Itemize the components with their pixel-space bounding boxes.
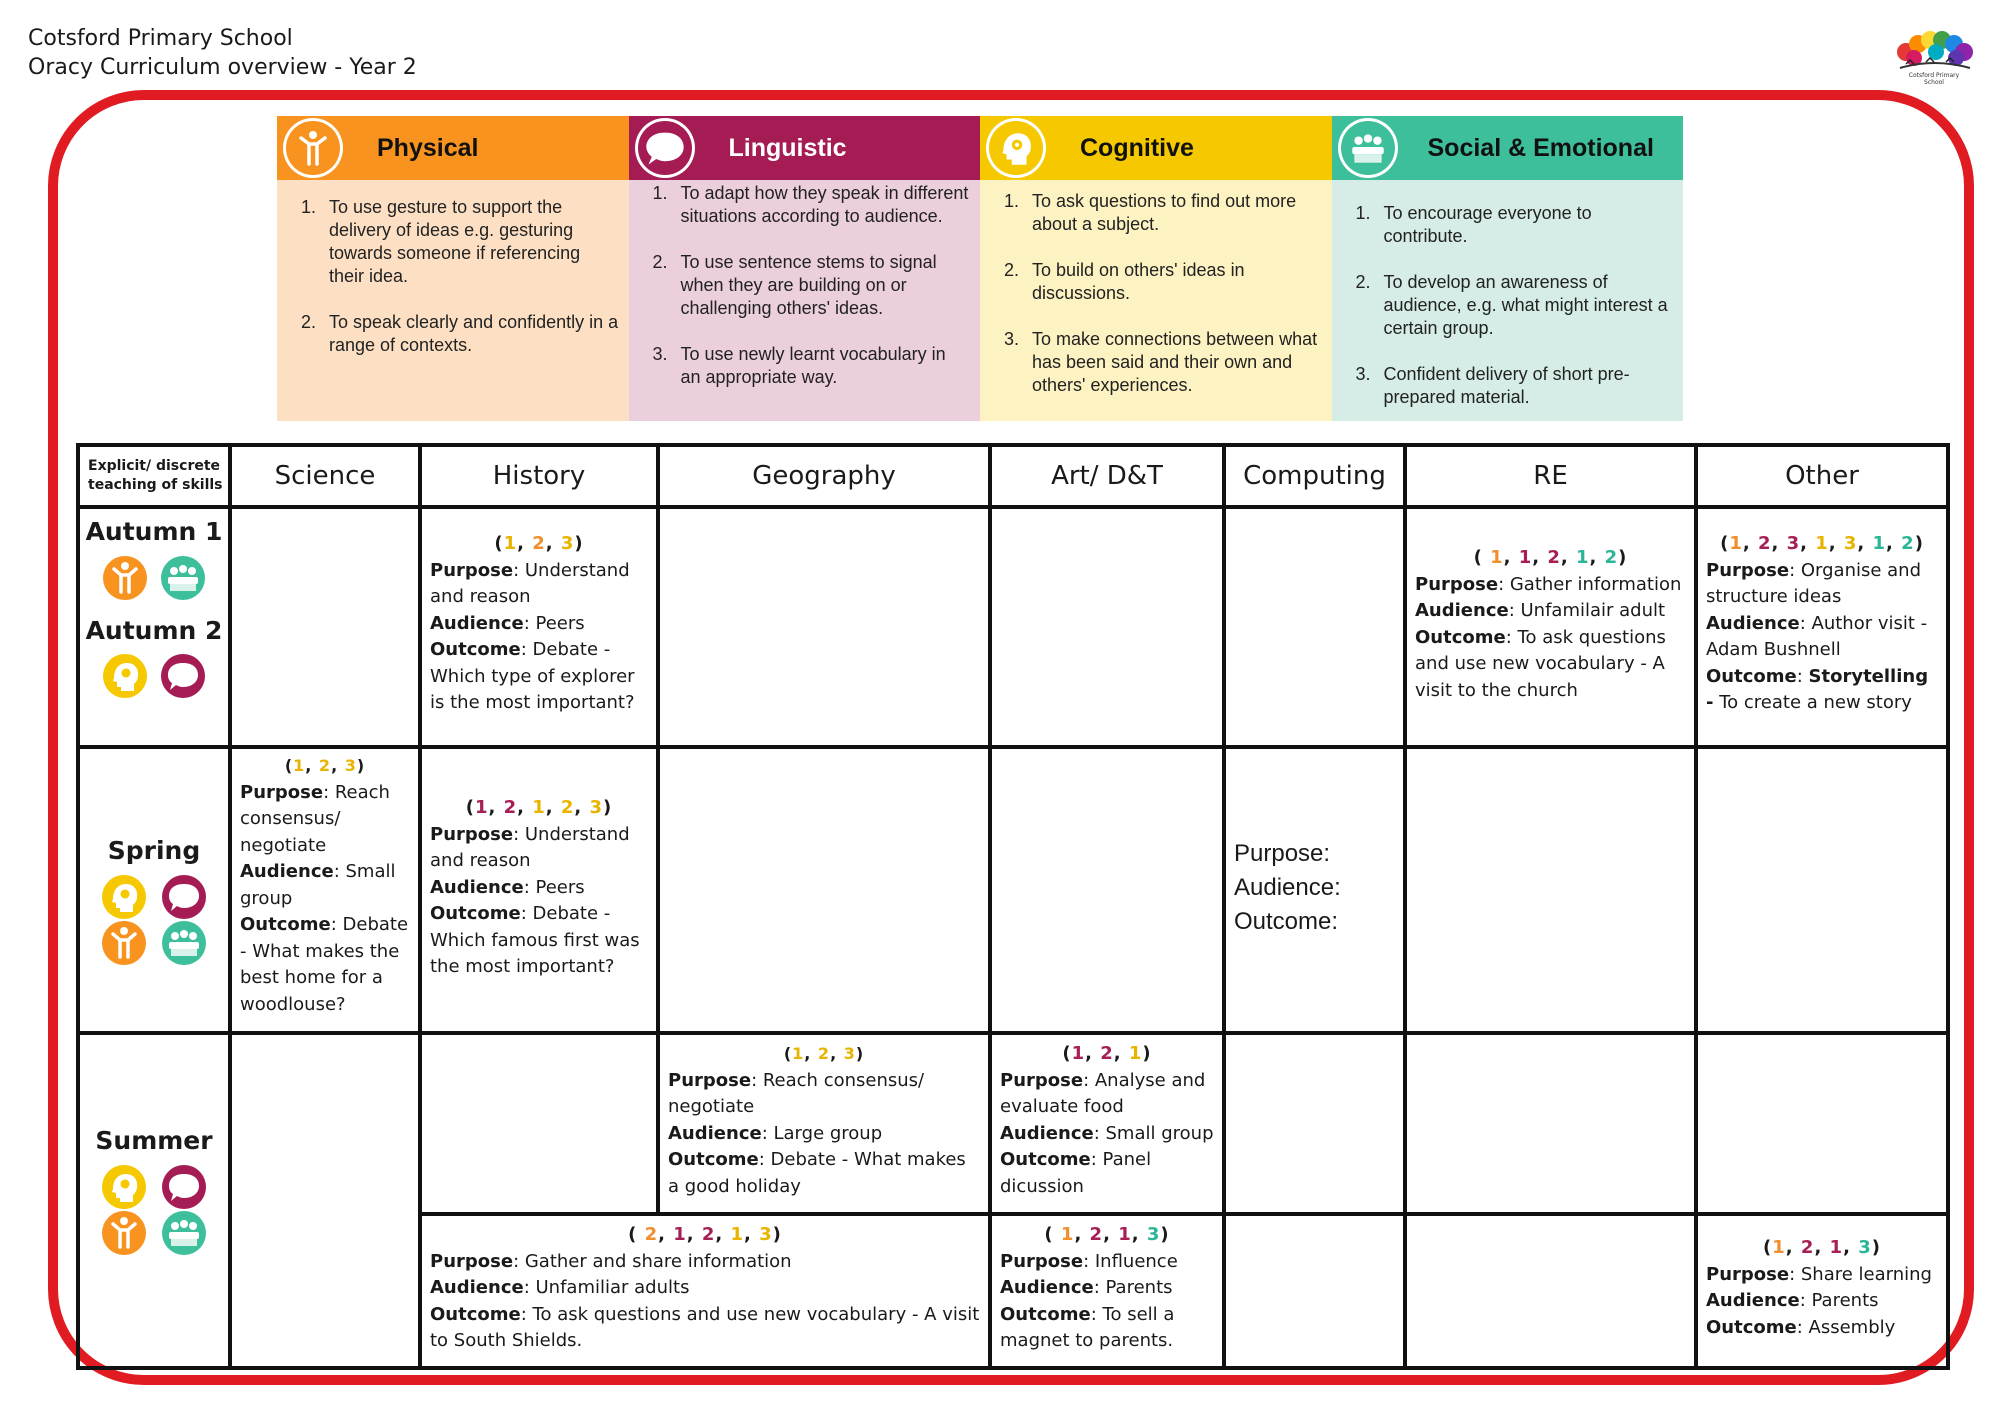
- skill-numbers: (1, 2, 3): [494, 533, 584, 554]
- group-icon: [1341, 121, 1395, 175]
- physical-icon: [103, 556, 147, 600]
- cell-spring-science: (1, 2, 3) Purpose: Reach consensus/ negotiate Audience: Small group Outcome: Debate - What makes the best home for a woodlouse?: [232, 753, 418, 1018]
- cognitive-icon: [102, 1165, 146, 1209]
- logo-text: Cotsford Primary School: [1908, 72, 1960, 86]
- skill-numbers: (1, 2, 3, 1, 3, 1, 2): [1720, 533, 1924, 554]
- person-icon: [286, 121, 340, 175]
- cell-autumn-history: (1, 2, 3) Purpose: Understand and reason Audience: Peers Outcome: Debate - Which type of explorer is the most important?: [422, 531, 656, 717]
- column-header-geography: Geography: [752, 460, 896, 491]
- strand-cognitive: [980, 116, 1332, 421]
- linguistic-icon: [161, 654, 205, 698]
- strand-item: 2. To use sentence stems to signal when they are building on or challenging others' ideas.: [673, 251, 971, 320]
- strand-item: 1. To adapt how they speak in different situations according to audience.: [673, 182, 971, 228]
- strand-item: 3. Confident delivery of short pre-prepared material.: [1376, 363, 1674, 409]
- cell-summer-history-geography: ( 2, 1, 2, 1, 3) Purpose: Gather and share information Audience: Unfamiliar adults Outcome: To ask questions and use new vocabulary - A visit to South Shields.: [430, 1224, 980, 1351]
- column-header-other: Other: [1785, 460, 1859, 491]
- skill-numbers: (1, 2, 1): [1062, 1043, 1152, 1064]
- social-icon: [162, 921, 206, 965]
- cell-spring-history: (1, 2, 1, 2, 3) Purpose: Understand and reason Audience: Peers Outcome: Debate - Which famous first was the most important?: [422, 795, 656, 981]
- strand-title: Physical: [377, 133, 479, 162]
- curriculum-table: [76, 443, 1950, 1370]
- document-subtitle: Oracy Curriculum overview - Year 2: [28, 55, 417, 80]
- skill-numbers: ( 1, 2, 1, 3): [1044, 1224, 1170, 1245]
- strand-header: [1332, 116, 1684, 180]
- oracy-strands: [277, 116, 1683, 421]
- strand-header: [980, 116, 1332, 180]
- skill-numbers: (1, 2, 3): [783, 1044, 865, 1063]
- term-summer: [80, 1128, 228, 1328]
- cell-autumn-other: (1, 2, 3, 1, 3, 1, 2) Purpose: Organise and structure ideas Audience: Author visit - Adam Bushnell Outcome: Storytelling - To create a new story: [1698, 531, 1946, 717]
- cell-autumn-re: ( 1, 1, 2, 1, 2) Purpose: Gather information Audience: Unfamilair adult Outcome: To ask questions and use new vocabulary - A visit to the church: [1407, 545, 1694, 704]
- strand-item: 2. To build on others' ideas in discussions.: [1024, 259, 1322, 305]
- strand-title: Linguistic: [728, 133, 847, 162]
- document-header: [28, 24, 417, 82]
- skill-numbers: (1, 2, 1, 2, 3): [465, 797, 613, 818]
- physical-icon: [102, 1211, 146, 1255]
- cell-summer-other: (1, 2, 1, 3) Purpose: Share learning Audience: Parents Outcome: Assembly: [1698, 1235, 1946, 1341]
- skill-numbers: ( 1, 1, 2, 1, 2): [1473, 547, 1628, 568]
- strand-item: 2. To speak clearly and confidently in a range of contexts.: [321, 311, 619, 357]
- term-spring: [80, 838, 228, 1028]
- strand-physical: [277, 116, 629, 421]
- cell-summer-art-dt: (1, 2, 1) Purpose: Analyse and evaluate food Audience: Small group Outcome: Panel dicussion: [1000, 1043, 1214, 1197]
- cell-summer-art-dt-2: ( 1, 2, 1, 3) Purpose: Influence Audience: Parents Outcome: To sell a magnet to parents.: [992, 1222, 1222, 1355]
- column-header-re: RE: [1533, 460, 1568, 491]
- head-gears-icon: [989, 121, 1043, 175]
- linguistic-icon: [162, 1165, 206, 1209]
- strand-header: [629, 116, 981, 180]
- physical-icon: [102, 921, 146, 965]
- strand-item: 1. To encourage everyone to contribute.: [1376, 202, 1674, 248]
- strand-title: Social & Emotional: [1427, 133, 1654, 162]
- speech-bubble-icon: [638, 121, 692, 175]
- term-autumn: [80, 519, 228, 739]
- term-name: Autumn 2: [85, 615, 223, 645]
- strand-linguistic: [629, 116, 981, 421]
- skill-numbers: ( 2, 1, 2, 1, 3): [628, 1224, 782, 1245]
- strand-item: 3. To use newly learnt vocabulary in an appropriate way.: [673, 343, 971, 389]
- strand-title: Cognitive: [1080, 133, 1194, 162]
- term-name: Summer: [95, 1126, 213, 1155]
- strand-item: 2. To develop an awareness of audience, e.g. what might interest a certain group.: [1376, 271, 1674, 340]
- school-logo-hands-icon: [1892, 28, 1976, 90]
- strand-item: 1. To use gesture to support the delivery of ideas e.g. gesturing towards someone if referencing their idea.: [321, 196, 619, 288]
- cell-summer-geography: (1, 2, 3) Purpose: Reach consensus/ negotiate Audience: Large group Outcome: Debate - What makes a good holiday: [660, 1041, 988, 1200]
- school-name: Cotsford Primary School: [28, 26, 293, 51]
- column-header-science: Science: [274, 460, 376, 491]
- skill-numbers: (1, 2, 1, 3): [1763, 1237, 1881, 1258]
- cell-spring-computing: Purpose: Audience: Outcome:: [1234, 840, 1341, 935]
- term-name: Autumn 1: [85, 517, 223, 546]
- corner-header: Explicit/ discrete teaching of skills: [88, 458, 223, 493]
- strand-item: 3. To make connections between what has been said and their own and others' experiences.: [1024, 328, 1322, 397]
- strand-social-emotional: [1332, 116, 1684, 421]
- social-icon: [161, 556, 205, 600]
- term-name: Spring: [107, 836, 201, 865]
- column-header-history: History: [492, 460, 586, 491]
- cognitive-icon: [103, 654, 147, 698]
- cognitive-icon: [102, 875, 146, 919]
- linguistic-icon: [162, 875, 206, 919]
- social-icon: [162, 1211, 206, 1255]
- skill-numbers: (1, 2, 3): [284, 756, 366, 775]
- strand-item: 1. To ask questions to find out more about a subject.: [1024, 190, 1322, 236]
- column-header-computing: Computing: [1243, 460, 1386, 491]
- column-header-art-dt: Art/ D&T: [1051, 460, 1163, 491]
- strand-header: [277, 116, 629, 180]
